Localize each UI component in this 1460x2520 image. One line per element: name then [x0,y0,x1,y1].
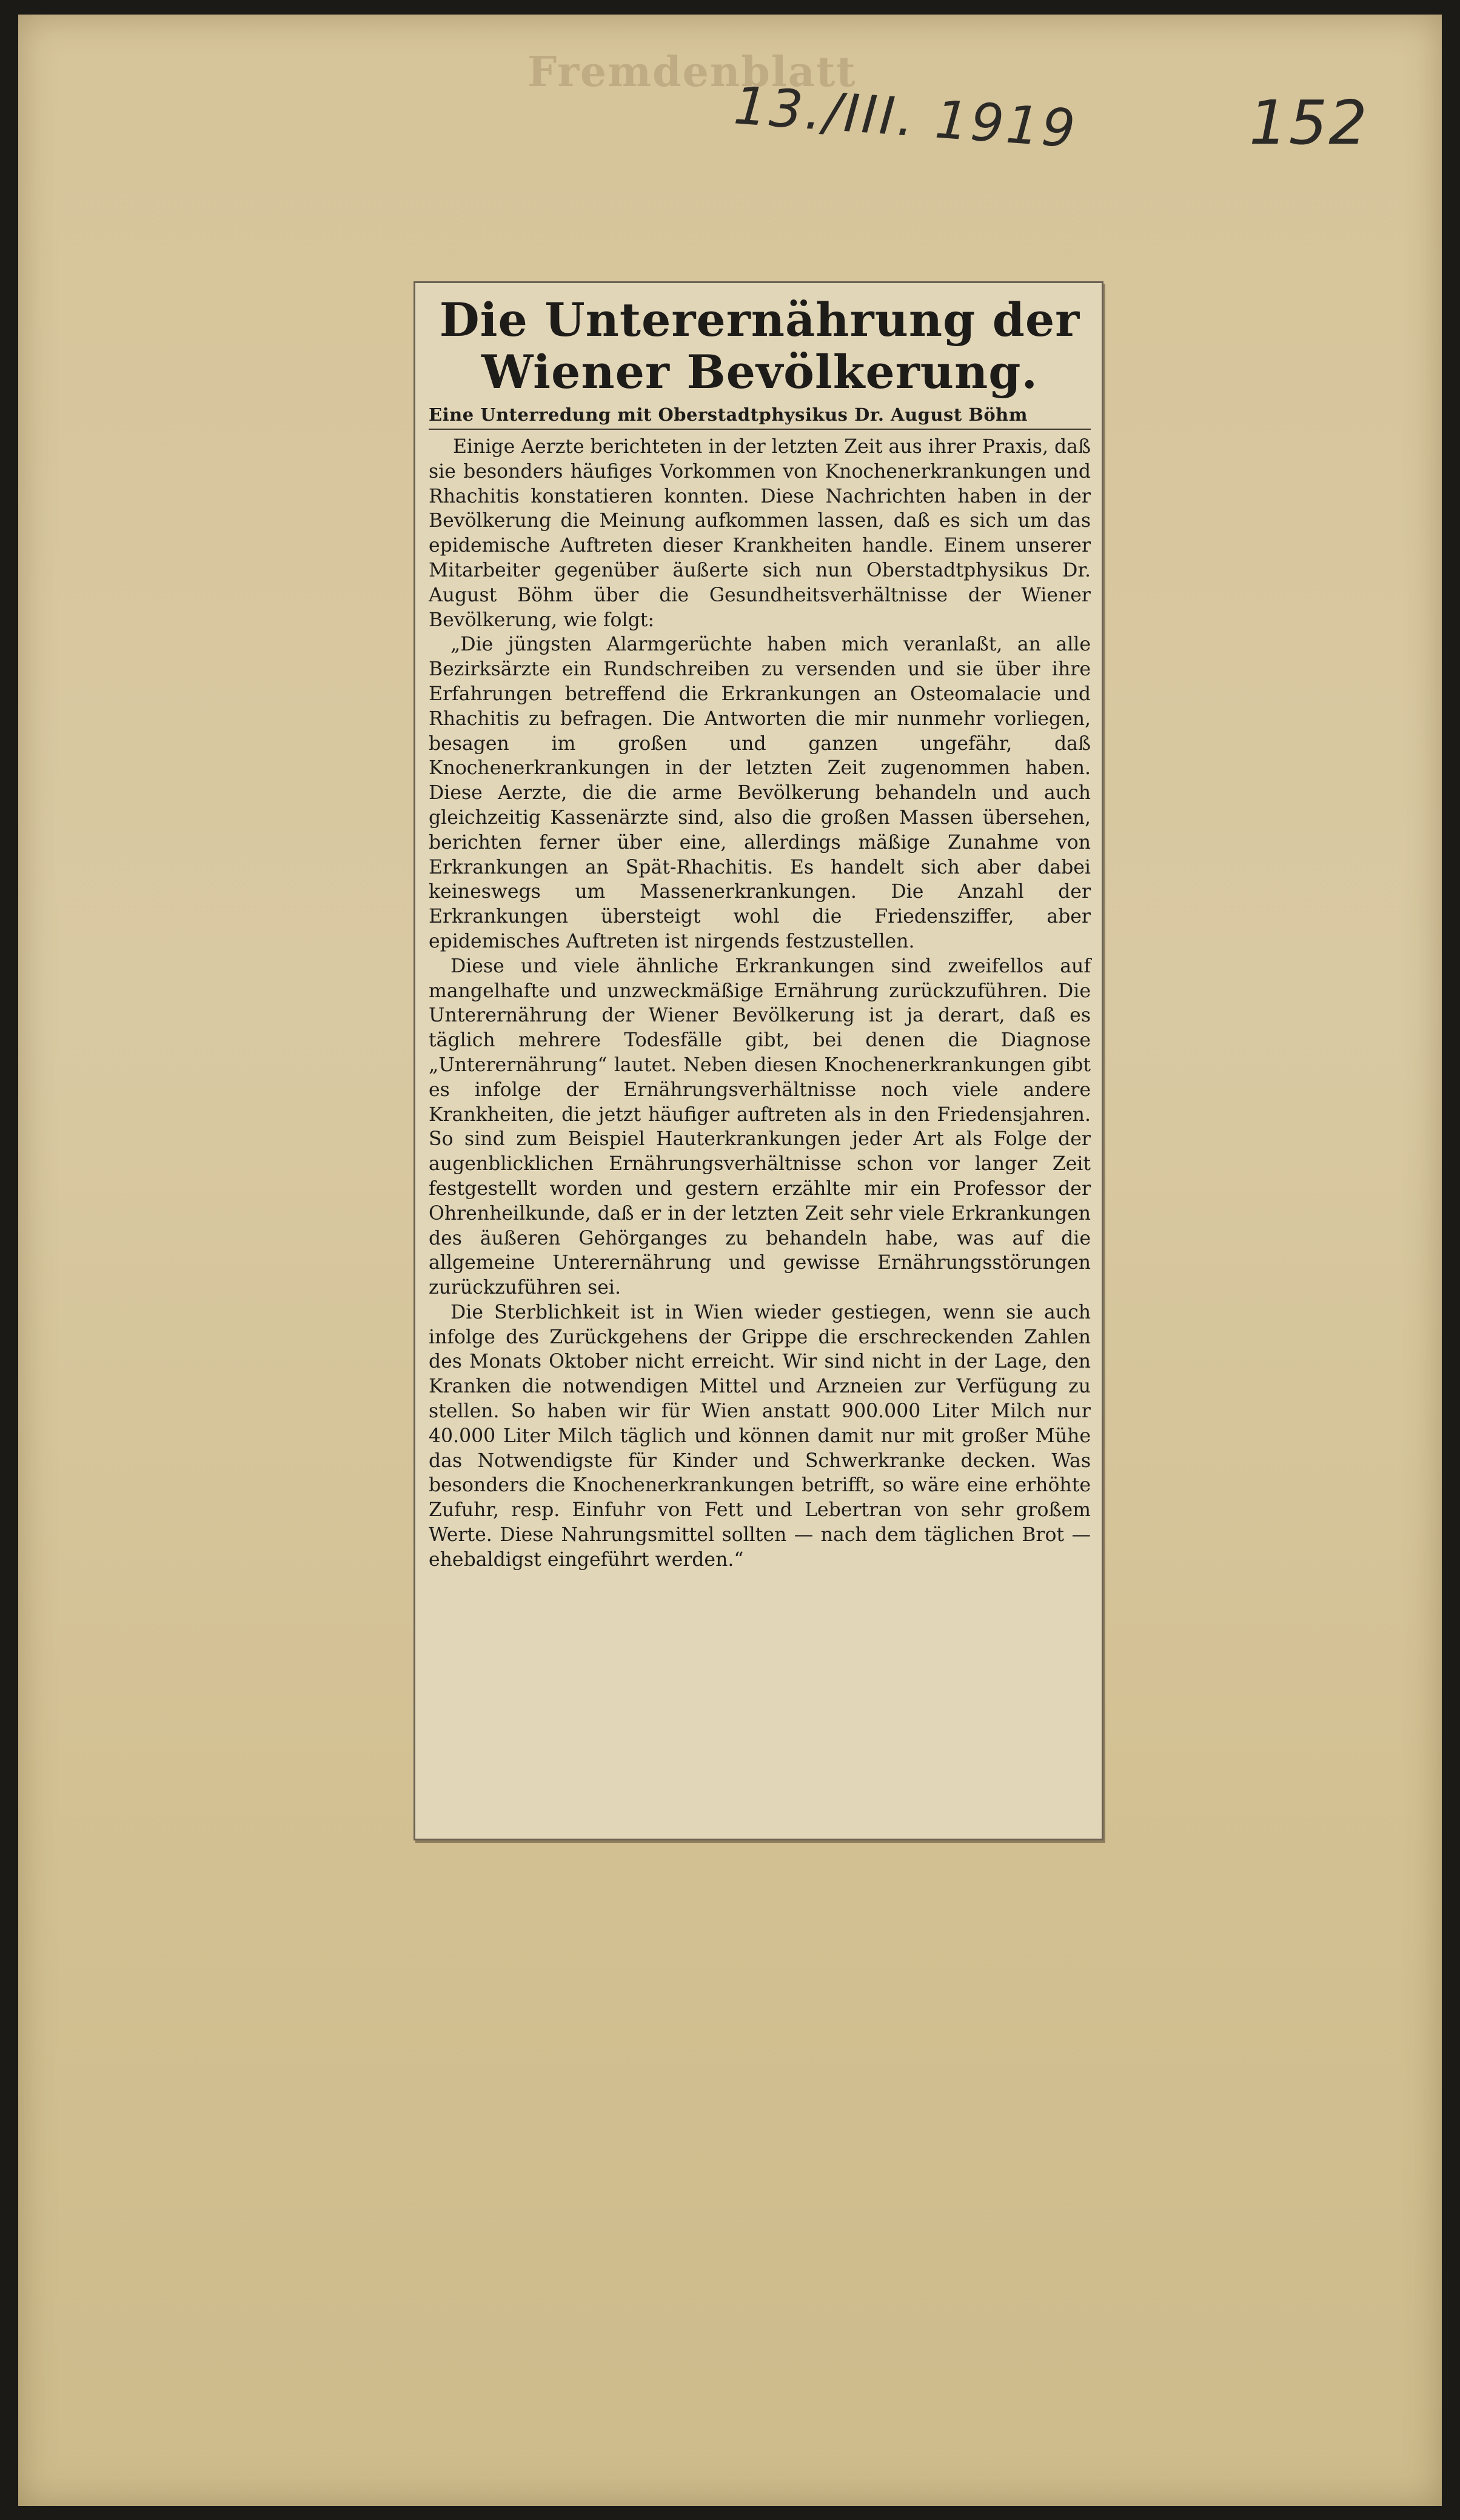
newspaper-clipping [414,281,1103,1840]
article-paragraph: Diese und viele ähnliche Erkrankungen sind zweifellos auf mangelhafte und unzweckmäßige Ernährung zurückzuführen. Die Unterernährung der Wiener Bevölkerung ist ja derart, daß es täglich mehrere Todesfälle gibt, bei denen die Diagnose „Unterernährung“ lautet. Neben diesen Knochenerkrankungen gibt es infolge der Ernährungsverhältnisse noch viele andere Krankheiten, die jetzt häufiger auftreten als in den Friedensjahren. So sind zum Beispiel Hauterkrankungen jeder Art als Folge der augenblicklichen Ernährungsverhältnisse schon vor langer Zeit festgestellt worden und gestern erzählte mir ein Professor der Ohrenheilkunde, daß er in der letzten Zeit sehr viele Erkrankungen des äußeren Gehörganges zu behandeln habe, was auf die allgemeine Unterernährung und gewisse Ernährungsstörungen zurückzuführen sei. [429,955,1091,1299]
article-paragraph: Die Sterblichkeit ist in Wien wieder gestiegen, wenn sie auch infolge des Zurückgehens der Grippe die erschreckenden Zahlen des Monats Oktober nicht erreicht. Wir sind nicht in der Lage, den Kranken die notwendigen Mittel und Arzneien zur Verfügung zu stellen. So haben wir für Wien anstatt 900.000 Liter Milch nur 40.000 Liter Milch täglich und können damit nur mit großer Mühe das Notwendigste für Kinder und Schwerkranke decken. Was besonders die Knochenerkrankungen betrifft, so wäre eine erhöhte Zufuhr, resp. Einfuhr von Fett und Lebertran von sehr großem Werte. Diese Nahrungsmittel sollten — nach dem täglichen Brot — ehebaldigst eingeführt werden.“ [429,1301,1091,1571]
handwritten-date: 13./III. 1919 [732,75,1080,160]
handwritten-page-number: 152 [1249,87,1368,158]
article-headline: Die Unterernährung der Wiener Bevölkerung. [439,293,1080,399]
article-subheadline: Eine Unterredung mit Oberstadtphysikus Dr. August Böhm [429,403,1091,430]
newspaper-stamp: Fremdenblatt [527,48,857,96]
article-paragraph: „Die jüngsten Alarmgerüchte haben mich veranlaßt, an alle Bezirksärzte ein Rundschreiben zu versenden und sie über ihre Erfahrungen betreffend die Erkrankungen an Osteomalacie und Rhachitis zu befragen. Die Antworten die mir nunmehr vorliegen, besagen im großen und ganzen ungefähr, daß Knochenerkrankungen in der letzten Zeit zugenommen haben. Diese Aerzte, die die arme Bevölkerung behandeln und auch gleichzeitig Kassenärzte sind, also die großen Massen übersehen, berichten ferner über eine, allerdings mäßige Zunahme von Erkrankungen an Spät-Rhachitis. Es handelt sich aber dabei keineswegs um Massenerkrankungen. Die Anzahl der Erkrankungen übersteigt wohl die Friedensziffer, aber epidemisches Auftreten ist nirgends festzustellen. [429,633,1091,952]
archive-sheet [18,15,1442,2506]
article-paragraph: Einige Aerzte berichteten in der letzten Zeit aus ihrer Praxis, daß sie besonders häufiges Vorkommen von Knochenerkrankungen und Rhachitis konstatieren konnten. Diese Nachrichten haben in der Bevölkerung die Meinung aufkommen lassen, daß es sich um das epidemische Auftreten dieser Krankheiten handle. Einem unserer Mitarbeiter gegenüber äußerte sich nun Oberstadtphysikus Dr. August Böhm über die Gesundheitsverhältnisse der Wiener Bevölkerung, wie folgt: [429,436,1091,631]
